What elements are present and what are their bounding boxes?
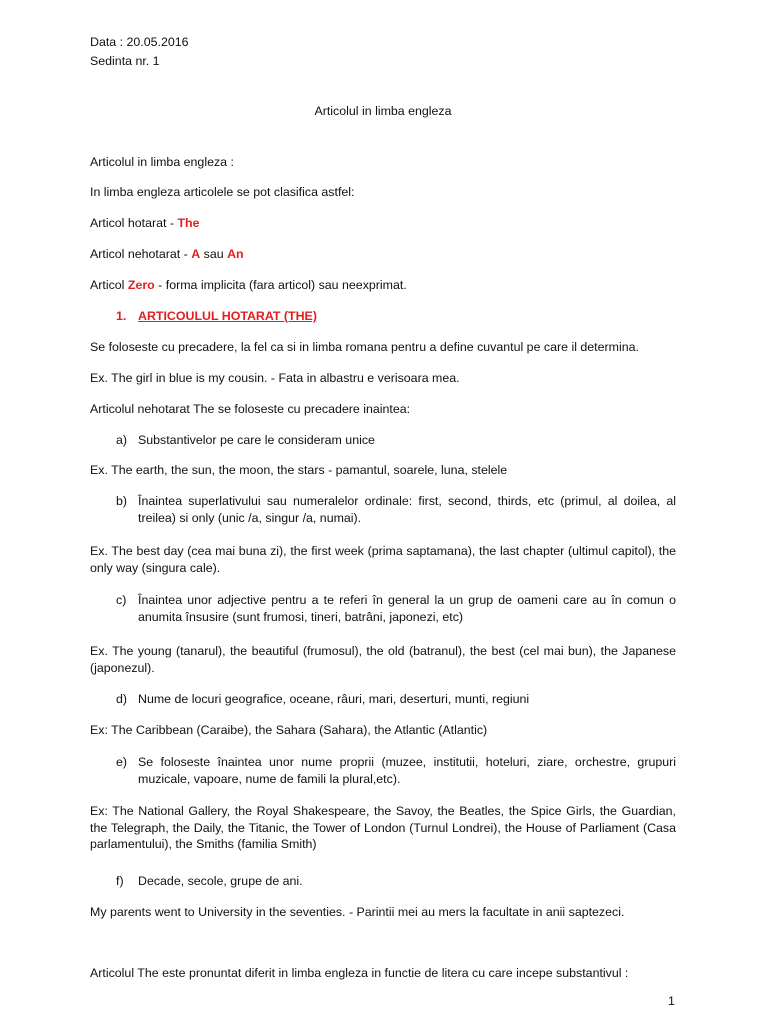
paragraph-2: Ex. The girl in blue is my cousin. - Fata in albastru e verisoara mea. xyxy=(90,371,460,385)
indefinite-prefix: Articol nehotarat - xyxy=(90,247,192,261)
paragraph-1: Se foloseste cu precadere, la fel ca si in limba romana pentru a define cuvantul pe care il determina. xyxy=(90,340,639,354)
indefinite-mid: sau xyxy=(200,247,228,261)
example-c: Ex. The young (tanarul), the beautiful (frumosul), the old (batranul), the best (cel mai bun), the Japanese (japonezul). xyxy=(90,644,676,675)
definite-prefix: Articol hotarat - xyxy=(90,216,178,230)
list-item-e: Se foloseste înaintea unor nume proprii (muzee, institutii, hoteluri, ziare, orchestre, grupuri muzicale, vapoare, nume de famili la plural,etc). xyxy=(138,755,676,786)
zero-word: Zero xyxy=(127,278,155,292)
list-marker-e: e) xyxy=(116,755,128,769)
page-number: 1 xyxy=(668,994,675,1008)
zero-suffix: - forma implicita (fara articol) sau neexprimat. xyxy=(154,278,407,292)
date-line: Data : 20.05.2016 xyxy=(90,35,189,49)
zero-prefix: Articol xyxy=(90,278,128,292)
section-number: 1. xyxy=(116,309,127,323)
example-b: Ex. The best day (cea mai buna zi), the first week (prima saptamana), the last chapter (ultimul capitol), the only way (singura cale). xyxy=(90,544,676,575)
list-marker-c: c) xyxy=(116,593,127,607)
list-item-f: Decade, secole, grupe de ani. xyxy=(138,874,303,888)
final-paragraph: Articolul The este pronuntat diferit in limba engleza in functie de litera cu care incepe substantivul : xyxy=(90,966,629,980)
zero-article-line xyxy=(90,277,676,294)
example-f: My parents went to University in the seventies. - Parintii mei au mers la facultate in anii saptezeci. xyxy=(90,905,625,919)
definite-word: The xyxy=(177,216,200,230)
list-item-a: Substantivelor pe care le consideram unice xyxy=(138,433,375,447)
indefinite-article-line xyxy=(90,246,676,263)
list-marker-a: a) xyxy=(116,433,128,447)
list-item-c: Înaintea unor adjective pentru a te referi în general la un grup de oameni care au în comun o anumita însusire (sunt frumosi, tineri, batrâni, japonezi, etc) xyxy=(138,593,676,624)
example-e: Ex: The National Gallery, the Royal Shakespeare, the Savoy, the Beatles, the Spice Girls, the Guardian, the Telegraph, the Daily, the Titanic, the Tower of London (Turnul Londrei), the House of Parliament (Casa parlamentului), the Smiths (familia Smith) xyxy=(90,804,676,852)
list-marker-d: d) xyxy=(116,692,128,706)
definite-article-line xyxy=(90,215,676,232)
list-item-d: Nume de locuri geografice, oceane, râuri, mari, deserturi, munti, regiuni xyxy=(138,692,530,706)
paragraph-3: Articolul nehotarat The se foloseste cu precadere inaintea: xyxy=(90,402,411,416)
indefinite-a: A xyxy=(191,247,201,261)
indefinite-an: An xyxy=(227,247,244,261)
session-line: Sedinta nr. 1 xyxy=(90,54,160,68)
list-item-b: Înaintea superlativului sau numeralelor ordinale: first, second, thirds, etc (primul, al doilea, al treilea) si only (unic /a, singur /a, numai). xyxy=(138,494,676,525)
section-title: ARTICOULUL HOTARAT (THE) xyxy=(138,309,317,323)
example-d: Ex: The Caribbean (Caraibe), the Sahara (Sahara), the Atlantic (Atlantic) xyxy=(90,723,488,737)
intro-heading: Articolul in limba engleza : xyxy=(90,155,234,169)
list-marker-b: b) xyxy=(116,494,128,508)
list-marker-f: f) xyxy=(116,874,124,888)
page-title: Articolul in limba engleza xyxy=(314,104,452,118)
classify-line: In limba engleza articolele se pot clasifica astfel: xyxy=(90,185,355,199)
example-a: Ex. The earth, the sun, the moon, the stars - pamantul, soarele, luna, stelele xyxy=(90,463,508,477)
